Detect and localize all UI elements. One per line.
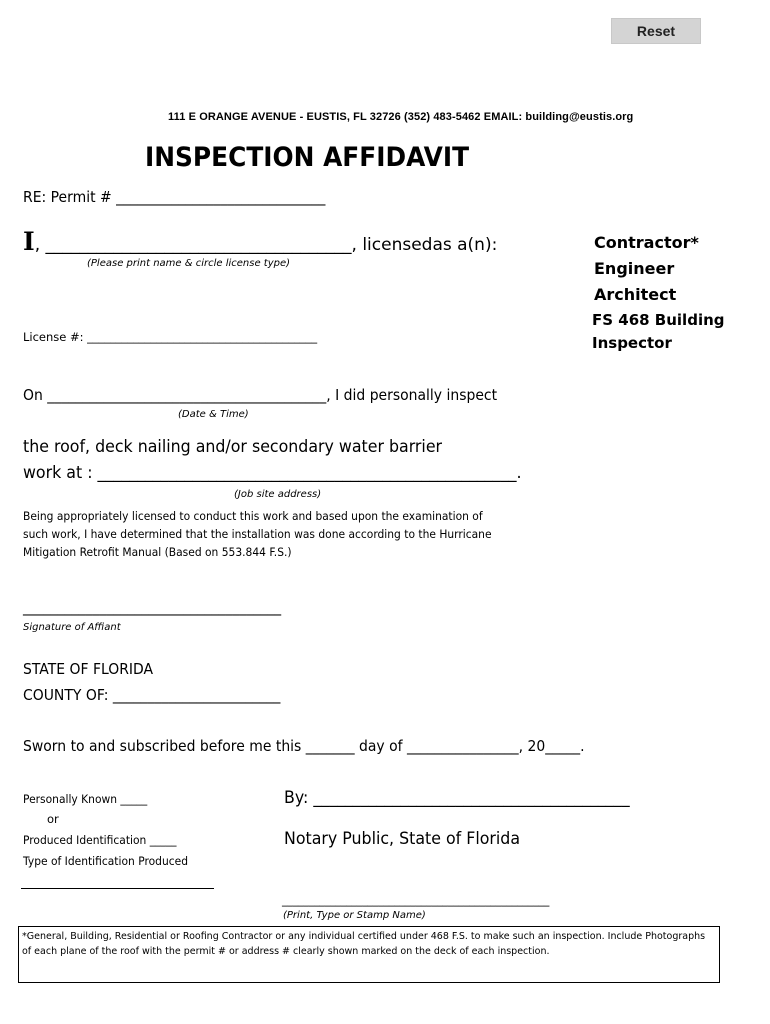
work-at-line: work at : _____________________________________________________. — [23, 463, 522, 483]
signature-label: Signature of Affiant — [23, 622, 121, 633]
affiant-hint: (Please print name & circle license type) — [87, 258, 291, 269]
inspection-date-line: On ________________________________________, I did personally inspect — [23, 386, 498, 404]
notary-name-hint: (Print, Type or Stamp Name) — [283, 910, 426, 921]
license-type-contractor[interactable]: Contractor* — [594, 233, 699, 252]
affiant-prefix: I — [23, 227, 35, 256]
statement-line-3: Mitigation Retrofit Manual (Based on 553.844 F.S.) — [23, 545, 292, 559]
personally-known-line: Personally Known _____ — [23, 792, 148, 806]
reset-button[interactable]: Reset — [611, 18, 701, 44]
license-type-inspector-cont: Inspector — [592, 334, 672, 352]
sworn-line: Sworn to and subscribed before me this _______ day of ________________, 20_____. — [23, 737, 585, 755]
page-title: INSPECTION AFFIDAVIT — [145, 142, 470, 173]
id-type-rule — [21, 888, 214, 889]
notary-name-line: __________________________________________________ — [282, 893, 550, 907]
roof-line: the roof, deck nailing and/or secondary water barrier — [23, 437, 443, 457]
address-hint: (Job site address) — [234, 489, 322, 500]
state-label: STATE OF FLORIDA — [23, 660, 154, 678]
date-hint: (Date & Time) — [178, 409, 249, 420]
license-type-engineer[interactable]: Engineer — [594, 259, 675, 278]
address-line: 111 E ORANGE AVENUE - EUSTIS, FL 32726 (352) 483-5462 EMAIL: building@eustis.org — [168, 111, 634, 123]
notary-title: Notary Public, State of Florida — [284, 829, 521, 849]
license-number-line: License #: ________________________________________ — [23, 330, 318, 344]
or-label: or — [47, 812, 59, 826]
footnote-text: *General, Building, Residential or Roofing Contractor or any individual certified under 468 F.S. to make such an inspection. Include Photographs of each plane of the roof with the permit # or address # clearly shown marked on the deck of each inspection. — [22, 931, 706, 957]
affiant-name-blank: , ____________________________________, licensedas a(n): — [34, 235, 498, 255]
license-type-building-inspector[interactable]: FS 468 Building — [592, 311, 725, 329]
notary-by-line: By: ________________________________________ — [284, 788, 630, 808]
license-type-architect[interactable]: Architect — [594, 285, 677, 304]
produced-id-line: Produced Identification _____ — [23, 833, 177, 847]
statement-line-2: such work, I have determined that the installation was done according to the Hurricane — [23, 527, 492, 541]
statement-line-1: Being appropriately licensed to conduct this work and based upon the examination of — [23, 509, 483, 523]
county-line: COUNTY OF: ________________________ — [23, 686, 281, 704]
footnote-box — [18, 926, 720, 983]
affiant-line — [23, 227, 497, 256]
permit-line: RE: Permit # ______________________________ — [23, 188, 326, 206]
signature-line: _____________________________________ — [23, 598, 282, 616]
id-type-label: Type of Identification Produced — [23, 854, 188, 868]
